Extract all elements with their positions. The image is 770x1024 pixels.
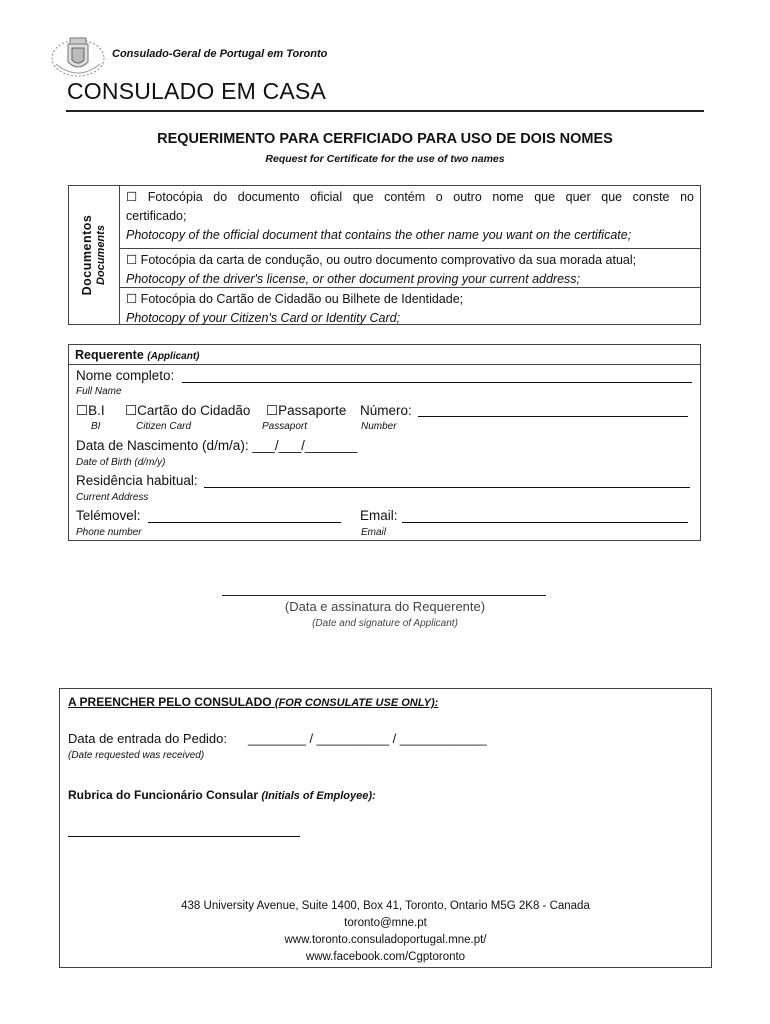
- request-date-sub: (Date requested was received): [68, 750, 205, 761]
- number-sub: Number: [361, 421, 397, 432]
- document-item-text: ☐ Fotocópia do Cartão de Cidadão ou Bilhete de Identidade;: [126, 292, 464, 306]
- residence-field[interactable]: [204, 487, 690, 488]
- dob-sub: Date of Birth (d/m/y): [76, 457, 166, 468]
- form-title: REQUERIMENTO PARA CERFICIADO PARA USO DE DOIS NOMES: [157, 131, 613, 147]
- document-item-id-card[interactable]: [120, 287, 700, 324]
- id-type-passport-checkbox[interactable]: ☐Passaporte: [266, 403, 347, 418]
- applicant-heading-en: (Applicant): [147, 351, 200, 362]
- documents-label: Documentos: [80, 214, 94, 296]
- email-field[interactable]: [402, 522, 688, 523]
- footer-email[interactable]: toronto@mne.pt: [344, 917, 427, 929]
- documents-side-label: [69, 186, 120, 324]
- coat-of-arms-logo: [48, 34, 108, 80]
- applicant-heading: [69, 345, 700, 365]
- documents-label-en: Documents: [95, 225, 107, 285]
- rubric-label-en: (Initials of Employee):: [261, 790, 376, 802]
- number-label: Número:: [360, 403, 412, 418]
- id-cc-sub: Citizen Card: [136, 421, 192, 432]
- request-date-label: Data de entrada do Pedido:: [68, 731, 228, 746]
- consulate-name: Consulado-Geral de Portugal em Toronto: [112, 48, 328, 60]
- form-subtitle: Request for Certificate for the use of two names: [265, 153, 505, 165]
- phone-sub: Phone number: [76, 527, 142, 538]
- document-item-text-en: Photocopy of your Citizen's Card or Identity Card;: [126, 311, 401, 325]
- phone-label: Telémovel:: [76, 508, 141, 523]
- dob-field[interactable]: Data de Nascimento (d/m/a): ___/___/_______: [76, 438, 358, 453]
- id-passport-sub: Passaport: [262, 421, 308, 432]
- footer-address: 438 University Avenue, Suite 1400, Box 41, Toronto, Ontario M5G 2K8 - Canada: [181, 900, 590, 912]
- footer-website[interactable]: www.toronto.consuladoportugal.mne.pt/: [284, 934, 487, 946]
- header-divider: [66, 110, 704, 112]
- residence-label: Residência habitual:: [76, 473, 198, 488]
- phone-field[interactable]: [148, 522, 341, 523]
- signature-label: (Data e assinatura do Requerente): [284, 599, 486, 614]
- document-item-text: ☐ Fotocópia do documento oficial que contém o outro nome que quer que conste no: [126, 190, 694, 204]
- rubric-label: [68, 787, 376, 804]
- rubric-field[interactable]: [68, 836, 300, 837]
- number-field[interactable]: [418, 416, 688, 417]
- full-name-field[interactable]: [182, 382, 692, 383]
- applicant-heading-label: Requerente: [75, 348, 144, 362]
- document-item-text-en: Photocopy of the driver's license, or other document proving your current address;: [126, 272, 581, 286]
- consulate-use-section: [59, 688, 712, 968]
- document-item-license[interactable]: [120, 248, 700, 287]
- footer-facebook[interactable]: www.facebook.com/Cgptoronto: [305, 951, 466, 963]
- document-item-text-en: Photocopy of the official document that contains the other name you want on the certificate;: [126, 228, 632, 242]
- request-date-field[interactable]: ________ / __________ / ____________: [248, 731, 487, 746]
- signature-label-en: (Date and signature of Applicant): [312, 618, 458, 629]
- brand-title: CONSULADO EM CASA: [67, 78, 327, 104]
- signature-line[interactable]: [222, 595, 546, 596]
- rubric-label-text: Rubrica do Funcionário Consular: [68, 788, 259, 802]
- email-label: Email:: [360, 508, 398, 523]
- consulate-use-heading-label: A PREENCHER PELO CONSULADO: [68, 695, 272, 709]
- consulate-use-heading-en: (FOR CONSULATE USE ONLY):: [274, 697, 439, 709]
- document-item-official[interactable]: [120, 186, 700, 248]
- documents-section: [68, 185, 701, 325]
- email-sub: Email: [361, 527, 387, 538]
- consulate-use-heading: [68, 695, 438, 709]
- document-item-text: ☐ Fotocópia da carta de condução, ou outro documento comprovativo da sua morada atual;: [126, 253, 637, 267]
- id-type-citizen-card-checkbox[interactable]: ☐Cartão do Cidadão: [125, 403, 251, 418]
- full-name-sub: Full Name: [76, 386, 122, 397]
- id-type-bi-checkbox[interactable]: ☐B.I: [76, 403, 105, 418]
- residence-sub: Current Address: [76, 492, 149, 503]
- applicant-section: [68, 344, 701, 541]
- id-bi-sub: BI: [91, 421, 101, 432]
- full-name-label: Nome completo:: [76, 368, 175, 383]
- document-item-text: certificado;: [126, 209, 187, 223]
